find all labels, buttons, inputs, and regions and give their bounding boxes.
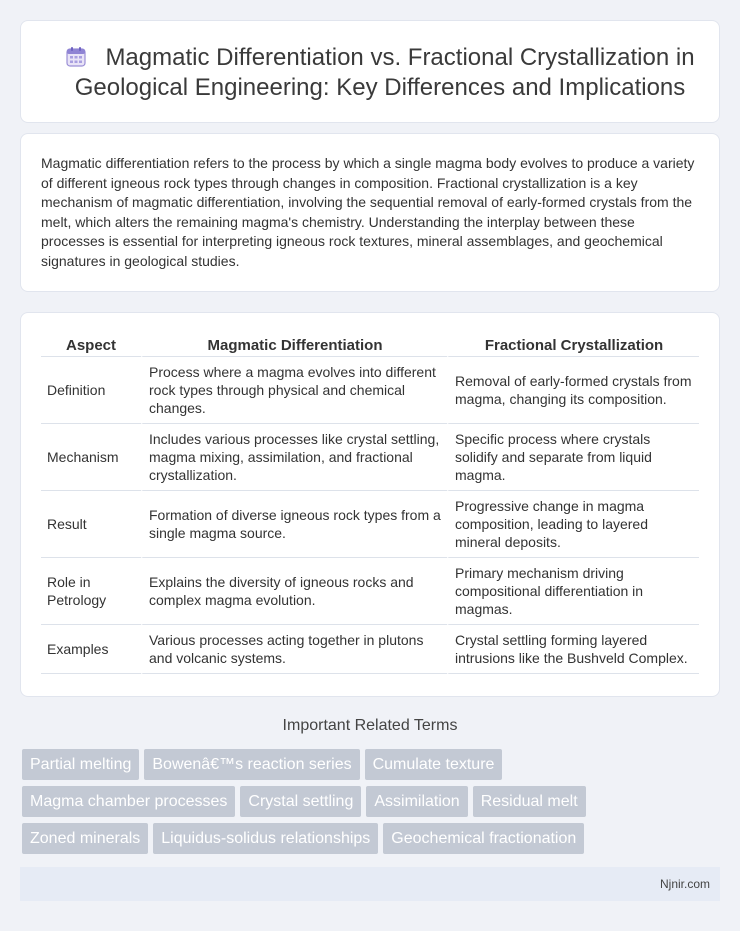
tag-row bbox=[22, 749, 722, 786]
comparison-table bbox=[41, 335, 699, 674]
tag-residual-melt[interactable]: Residual melt bbox=[473, 786, 586, 817]
cell-aspect: Role in Petrology bbox=[41, 558, 141, 625]
tag-partial-melting[interactable]: Partial melting bbox=[22, 749, 139, 780]
table-header-row bbox=[41, 335, 699, 357]
calendar-icon bbox=[65, 46, 87, 68]
cell-magmatic: Process where a magma evolves into different rock types through physical and chemical changes. bbox=[141, 357, 447, 424]
cell-magmatic: Formation of diverse igneous rock types from a single magma source. bbox=[141, 491, 447, 558]
comparison-card bbox=[20, 312, 720, 697]
cell-magmatic: Explains the diversity of igneous rocks and complex magma evolution. bbox=[141, 558, 447, 625]
tag-row bbox=[22, 823, 722, 860]
cell-magmatic: Various processes acting together in plutons and volcanic systems. bbox=[141, 625, 447, 674]
tag-crystal-settling[interactable]: Crystal settling bbox=[240, 786, 361, 817]
cell-fractional: Progressive change in magma composition, leading to layered mineral deposits. bbox=[447, 491, 699, 558]
table-row bbox=[41, 625, 699, 674]
tag-geochemical-fractionation[interactable]: Geochemical fractionation bbox=[383, 823, 584, 854]
intro-card bbox=[20, 133, 720, 292]
tag-magma-chamber-processes[interactable]: Magma chamber processes bbox=[22, 786, 235, 817]
tag-row bbox=[22, 786, 722, 823]
title-text: Magmatic Differentiation vs. Fractional Crystallization in Geological Engineering: Key Differences and Implications bbox=[74, 44, 695, 101]
cell-aspect: Result bbox=[41, 491, 141, 558]
tag-liquidus-solidus-relationships[interactable]: Liquidus-solidus relationships bbox=[153, 823, 378, 854]
related-terms-heading: Important Related Terms bbox=[282, 717, 458, 734]
title-card bbox=[20, 20, 720, 123]
table-row bbox=[41, 491, 699, 558]
cell-fractional: Removal of early-formed crystals from magma, changing its composition. bbox=[447, 357, 699, 424]
intro-paragraph: Magmatic differentiation refers to the process by which a single magma body evolves to produce a variety of different igneous rock types through changes in composition. Fractional crystallization is a key mechanism of magmatic differentiation, involving the sequential removal of early-formed crystals from the melt, which alters the remaining magma's chemistry. Understanding the interplay between these processes is essential for interpreting igneous rock textures, mineral assemblages, and geochemical signatures in geological studies. bbox=[41, 155, 695, 269]
table-row bbox=[41, 357, 699, 424]
table-row bbox=[41, 424, 699, 491]
tag-cumulate-texture[interactable]: Cumulate texture bbox=[365, 749, 503, 780]
header-magmatic-differentiation: Magmatic Differentiation bbox=[141, 335, 447, 357]
tag-bowens-reaction-series[interactable]: Bowenâ€™s reaction series bbox=[144, 749, 359, 780]
footer bbox=[20, 867, 720, 901]
header-fractional-crystallization: Fractional Crystallization bbox=[447, 335, 699, 357]
header-aspect: Aspect bbox=[41, 335, 141, 357]
cell-aspect: Mechanism bbox=[41, 424, 141, 491]
cell-fractional: Crystal settling forming layered intrusions like the Bushveld Complex. bbox=[447, 625, 699, 674]
table-row bbox=[41, 558, 699, 625]
page-title bbox=[61, 43, 699, 103]
footer-site[interactable]: Njnir.com bbox=[659, 877, 710, 891]
cell-fractional: Specific process where crystals solidify and separate from liquid magma. bbox=[447, 424, 699, 491]
related-terms-list bbox=[22, 749, 722, 860]
cell-magmatic: Includes various processes like crystal settling, magma mixing, assimilation, and fractional crystallization. bbox=[141, 424, 447, 491]
cell-aspect: Definition bbox=[41, 357, 141, 424]
tag-zoned-minerals[interactable]: Zoned minerals bbox=[22, 823, 148, 854]
tag-assimilation[interactable]: Assimilation bbox=[366, 786, 467, 817]
cell-aspect: Examples bbox=[41, 625, 141, 674]
cell-fractional: Primary mechanism driving compositional differentiation in magmas. bbox=[447, 558, 699, 625]
